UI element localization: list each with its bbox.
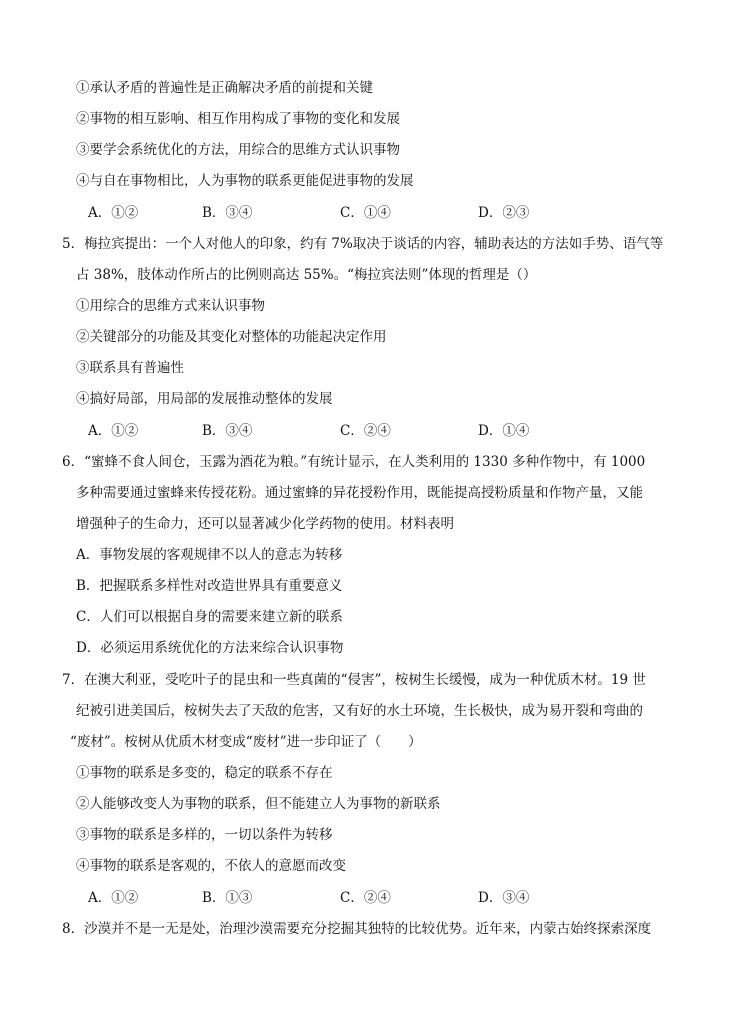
q4-statement-1: ①承认矛盾的普遍性是正确解决矛盾的前提和关键 <box>76 80 373 96</box>
q6-stem-line-2: 多种需要通过蜜蜂来传授花粉。通过蜜蜂的异花授粉作用，既能提高授粉质量和作物产量，又能 <box>76 485 643 501</box>
q7-option-d[interactable]: D．③④ <box>478 890 530 906</box>
q5-statement-3: ③联系具有普遍性 <box>76 360 184 376</box>
q5-option-b[interactable]: B．③④ <box>202 423 253 439</box>
q5-option-c[interactable]: C．②④ <box>340 423 391 439</box>
q4-option-d[interactable]: D．②③ <box>478 205 530 221</box>
q4-statement-4: ④与自在事物相比，人为事物的联系更能促进事物的发展 <box>76 173 414 189</box>
q7-statement-4: ④事物的联系是客观的，不依人的意愿而改变 <box>76 858 346 874</box>
q6-choice-b[interactable]: B．把握联系多样性对改造世界具有重要意义 <box>76 578 343 594</box>
q6-choice-d[interactable]: D．必须运用系统优化的方法来综合认识事物 <box>76 640 344 656</box>
q4-option-c[interactable]: C．①④ <box>340 205 391 221</box>
q4-option-a[interactable]: A．①② <box>88 205 139 221</box>
q7-statement-1: ①事物的联系是多变的，稳定的联系不存在 <box>76 765 333 781</box>
q4-options <box>88 203 648 223</box>
q5-stem-line-2: 占 38%，肢体动作所占的比例则高达 55%。“梅拉宾法则”体现的哲理是（） <box>76 267 537 283</box>
q5-options <box>88 421 648 441</box>
q6-stem-line-1: 6．“蜜蜂不食人间仓，玉露为酒花为粮。”有统计显示，在人类利用的 1330 多种作物中，有 1000 <box>62 454 646 470</box>
q7-statement-2: ②人能够改变人为事物的联系，但不能建立人为事物的新联系 <box>76 796 441 812</box>
q4-statement-2: ②事物的相互影响、相互作用构成了事物的变化和发展 <box>76 111 400 127</box>
q7-option-a[interactable]: A．①② <box>88 890 139 906</box>
q7-stem-line-3: “废材”。桉树从优质木材变成“废材”进一步印证了（ ） <box>70 734 422 750</box>
q5-option-d[interactable]: D．①④ <box>478 423 530 439</box>
q7-stem-line-1: 7．在澳大利亚，受吃叶子的昆虫和一些真菌的“侵害”，桉树生长缓慢，成为一种优质木材。19 世 <box>62 672 646 688</box>
q7-stem-line-2: 纪被引进美国后，桉树失去了天敌的危害，又有好的水土环境，生长极快，成为易开裂和弯曲的 <box>76 703 643 719</box>
q7-statement-3: ③事物的联系是多样的，一切以条件为转移 <box>76 827 333 843</box>
q5-statement-1: ①用综合的思维方式来认识事物 <box>76 298 265 314</box>
q5-statement-2: ②关键部分的功能及其变化对整体的功能起决定作用 <box>76 329 387 345</box>
q4-option-b[interactable]: B．③④ <box>202 205 253 221</box>
q6-choice-a[interactable]: A．事物发展的客观规律不以人的意志为转移 <box>76 547 343 563</box>
q6-choice-c[interactable]: C．人们可以根据自身的需要来建立新的联系 <box>76 609 343 625</box>
q5-statement-4: ④搞好局部，用局部的发展推动整体的发展 <box>76 391 333 407</box>
q7-option-c[interactable]: C．②④ <box>340 890 391 906</box>
q6-stem-line-3: 增强种子的生命力，还可以显著减少化学药物的使用。材料表明 <box>76 516 454 532</box>
q5-option-a[interactable]: A．①② <box>88 423 139 439</box>
q5-stem-line-1: 5．梅拉宾提出：一个人对他人的印象，约有 7%取决于谈话的内容，辅助表达的方法如手势、语气等 <box>62 236 664 252</box>
q8-stem-line-1: 8．沙漠并不是一无是处，治理沙漠需要充分挖掘其独特的比较优势。近年来，内蒙古始终探索深度 <box>62 921 652 937</box>
q7-options <box>88 888 648 908</box>
q7-option-b[interactable]: B．①③ <box>202 890 253 906</box>
q4-statement-3: ③要学会系统优化的方法，用综合的思维方式认识事物 <box>76 142 400 158</box>
